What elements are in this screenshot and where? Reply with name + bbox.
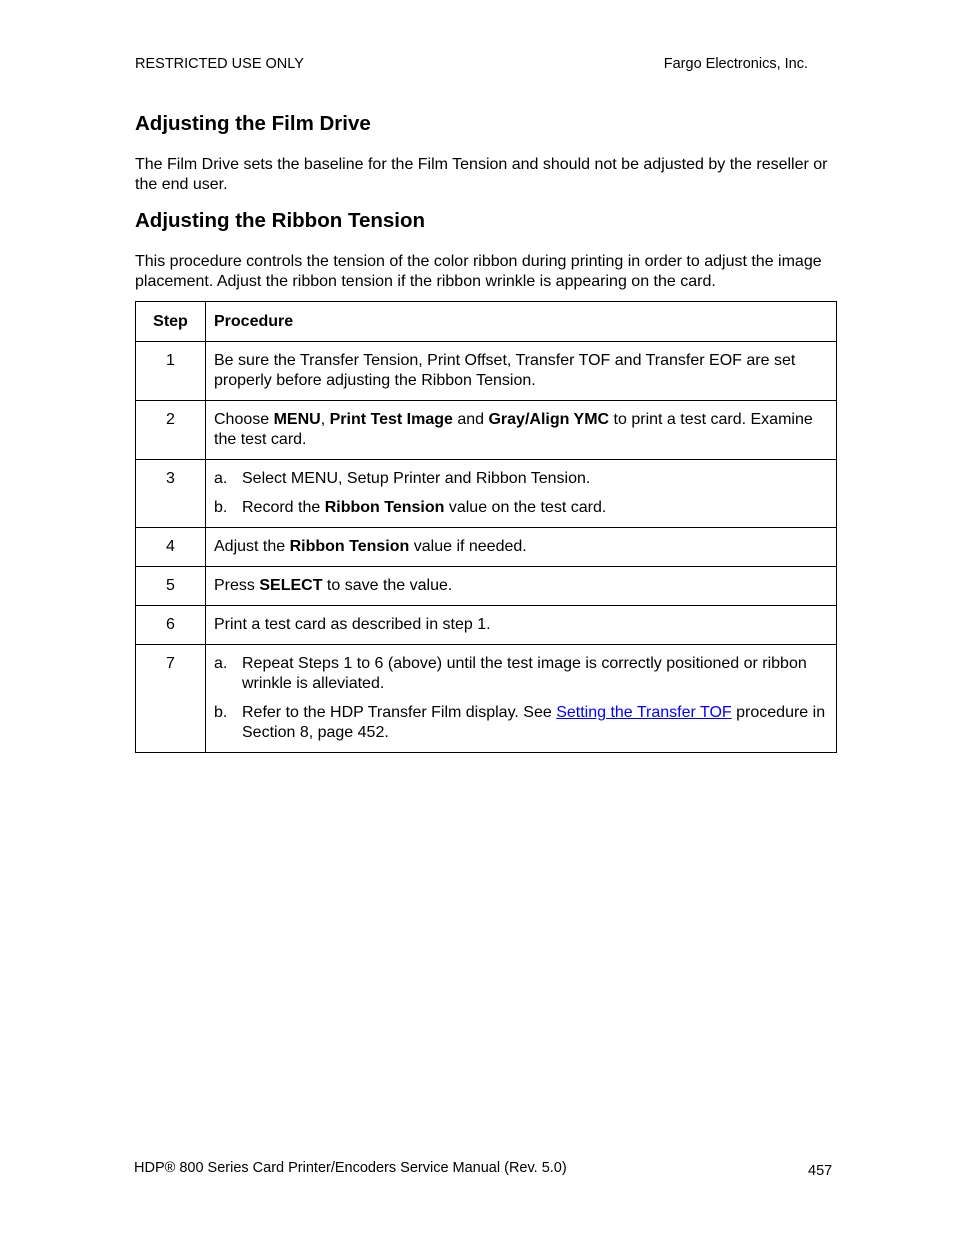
step-number: 2 — [136, 401, 206, 460]
step-number: 1 — [136, 342, 206, 401]
procedure-text: Press SELECT to save the value. — [206, 567, 837, 606]
table-row — [136, 606, 837, 645]
header-left: RESTRICTED USE ONLY — [135, 56, 304, 72]
film-drive-paragraph: The Film Drive sets the baseline for the Film Tension and should not be adjusted by the reseller or the end user. — [135, 156, 828, 193]
step-number: 6 — [136, 606, 206, 645]
procedure-text: Adjust the Ribbon Tension value if needed. — [206, 528, 837, 567]
table-header-row — [136, 302, 837, 342]
substep-b: b. Refer to the HDP Transfer Film display. See Setting the Transfer TOF procedure in Section 8, page 452. — [214, 704, 826, 741]
column-header-step: Step — [136, 302, 206, 342]
column-header-procedure: Procedure — [206, 302, 837, 342]
table-row — [136, 645, 837, 753]
substep-a: a. Repeat Steps 1 to 6 (above) until the test image is correctly positioned or ribbon wrinkle is alleviated. — [214, 655, 807, 692]
procedure-table — [135, 301, 837, 753]
step-number: 3 — [136, 460, 206, 528]
table-row — [136, 567, 837, 606]
section-title-film-drive: Adjusting the Film Drive — [135, 112, 371, 135]
table-row — [136, 401, 837, 460]
procedure-text: Be sure the Transfer Tension, Print Offset, Transfer TOF and Transfer EOF are set properly before adjusting the Ribbon Tension. — [206, 342, 837, 401]
step-number: 7 — [136, 645, 206, 753]
procedure-text: Print a test card as described in step 1. — [206, 606, 837, 645]
procedure-text: Choose MENU, Print Test Image and Gray/Align YMC to print a test card. Examine the test card. — [206, 401, 837, 460]
table-row — [136, 342, 837, 401]
step-number: 5 — [136, 567, 206, 606]
procedure-text — [206, 645, 837, 753]
page-content — [135, 110, 837, 753]
substep-a: a. Select MENU, Setup Printer and Ribbon Tension. — [214, 470, 591, 487]
table-row — [136, 528, 837, 567]
setting-transfer-tof-link[interactable]: Setting the Transfer TOF — [556, 704, 732, 721]
table-row — [136, 460, 837, 528]
procedure-text — [206, 460, 837, 528]
footer-manual-title: HDP® 800 Series Card Printer/Encoders Service Manual (Rev. 5.0) — [134, 1160, 567, 1176]
header-right: Fargo Electronics, Inc. — [663, 56, 808, 72]
ribbon-tension-paragraph: This procedure controls the tension of the color ribbon during printing in order to adjust the image placement. Adjust the ribbon tension if the ribbon wrinkle is appearing on the card. — [135, 253, 822, 290]
section-title-ribbon-tension: Adjusting the Ribbon Tension — [135, 209, 426, 232]
page-number: 457 — [808, 1163, 833, 1179]
substep-b: b. Record the Ribbon Tension value on the test card. — [214, 499, 607, 516]
step-number: 4 — [136, 528, 206, 567]
